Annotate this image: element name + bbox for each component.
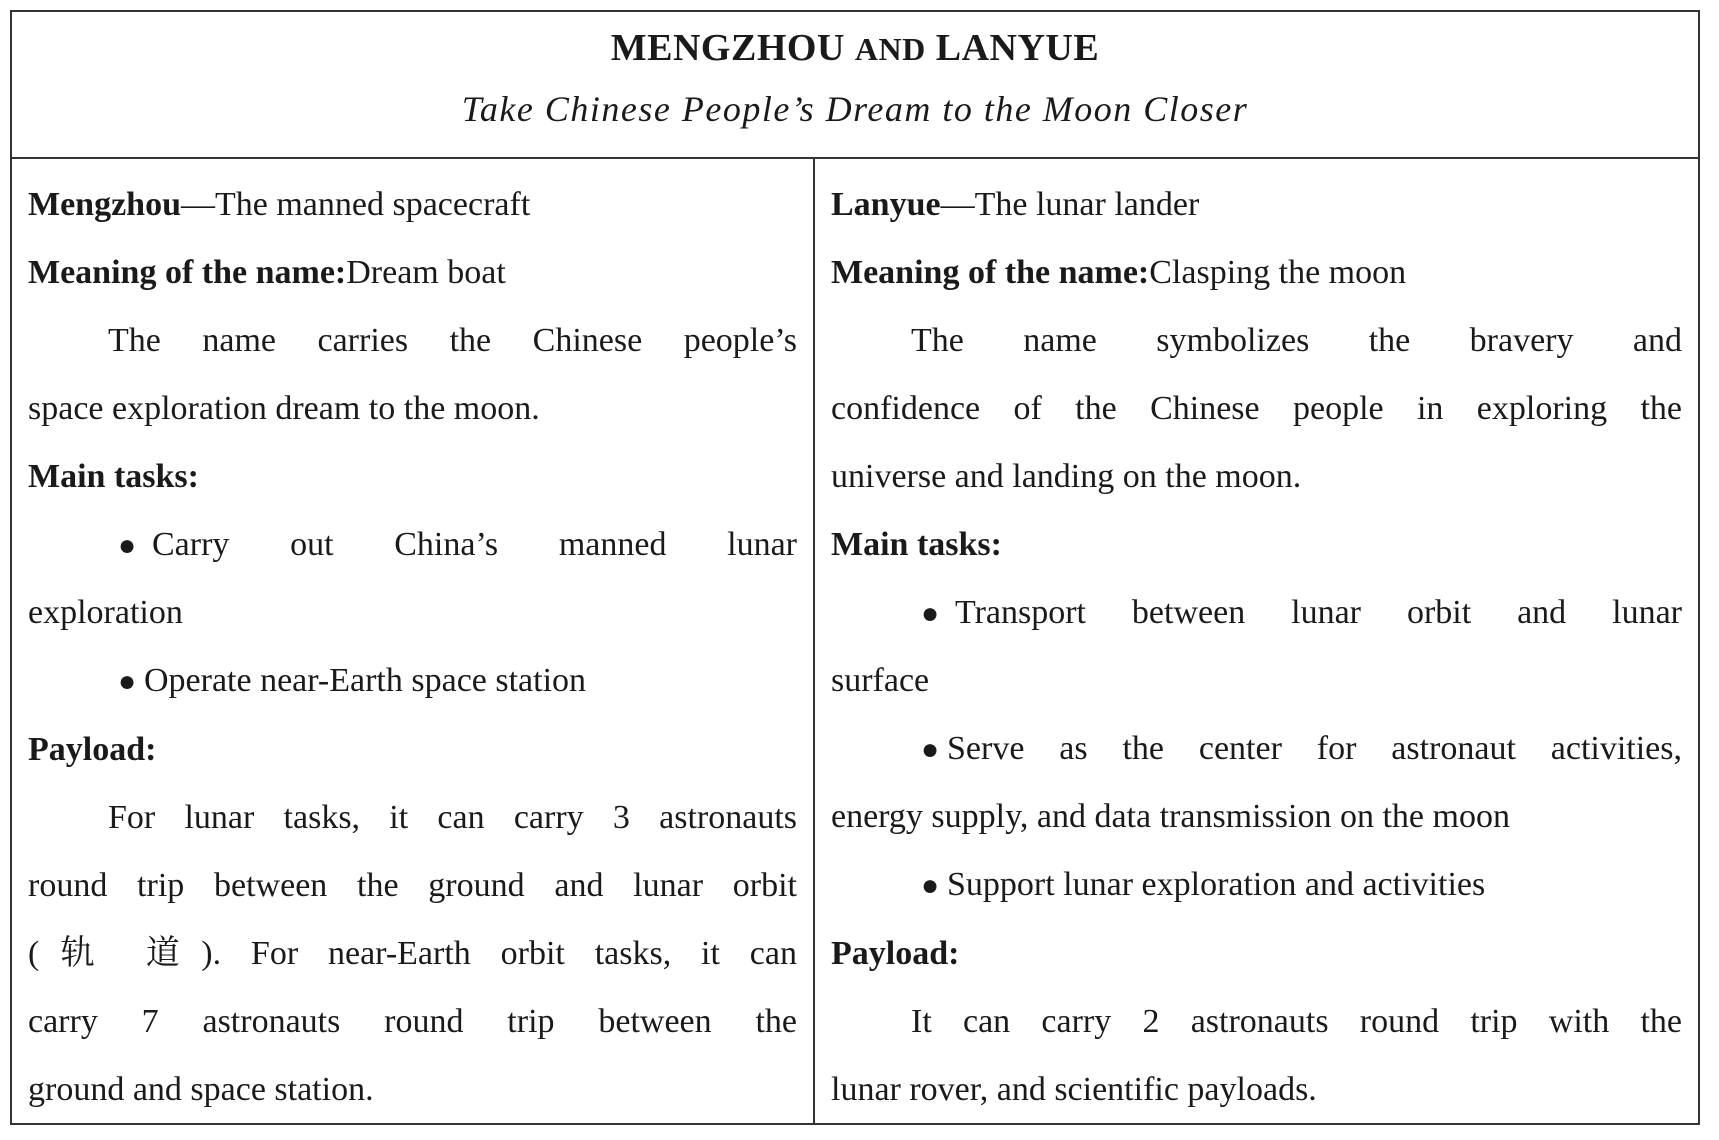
bullet-icon: ● — [118, 665, 137, 698]
mengzhou-payload-line: carry 7 astronauts round trip between the — [28, 1003, 797, 1040]
mengzhou-payload-label: Payload: — [28, 731, 157, 768]
mengzhou-para-line: space exploration dream to the moon. — [28, 390, 540, 427]
lanyue-task-continuation: surface — [831, 662, 930, 699]
mengzhou-column — [12, 159, 815, 1123]
mengzhou-payload-line: round trip between the ground and lunar orbit — [28, 867, 797, 904]
mengzhou-task-continuation: exploration — [28, 594, 183, 631]
lanyue-tasks-label: Main tasks: — [831, 526, 1002, 563]
mengzhou-payload-line: ground and space station. — [28, 1071, 374, 1108]
mengzhou-heading — [28, 171, 797, 239]
lanyue-meaning-value: Clasping the moon — [1149, 254, 1407, 291]
lanyue-desc: —The lunar lander — [940, 186, 1200, 223]
lanyue-payload-label: Payload: — [831, 935, 960, 972]
mengzhou-payload-line: (轨 道). For near-Earth orbit tasks, it can — [28, 935, 797, 972]
lanyue-task-item: ● Transport between lunar orbit and lunar — [831, 579, 1682, 647]
lanyue-payload-line: It can carry 2 astronauts round trip with the — [911, 1003, 1682, 1040]
lanyue-payload-line: lunar rover, and scientific payloads. — [831, 1071, 1317, 1108]
lanyue-para-line: universe and landing on the moon. — [831, 458, 1302, 495]
page-title: MENGZHOU AND LANYUE — [610, 27, 1100, 69]
mengzhou-meaning-value: Dream boat — [346, 254, 506, 291]
lanyue-task-item: ● Support lunar exploration and activities — [831, 851, 1682, 920]
lanyue-name: Lanyue — [831, 186, 941, 223]
bullet-icon: ● — [118, 529, 137, 562]
mengzhou-desc: —The manned spacecraft — [181, 186, 531, 223]
mengzhou-task-item: ● Operate near-Earth space station — [28, 647, 797, 716]
lanyue-column — [815, 159, 1698, 1123]
table-body — [12, 159, 1698, 1123]
lanyue-meaning: Meaning of the name:Clasping the moon — [831, 254, 1407, 291]
lanyue-para-line: confidence of the Chinese people in exploring the — [831, 390, 1682, 427]
bullet-icon: ● — [921, 869, 940, 902]
lanyue-task-item: ● Serve as the center for astronaut activities, — [831, 715, 1682, 783]
lanyue-heading — [831, 171, 1682, 239]
mengzhou-task-item: ● Carry out China’s manned lunar — [28, 511, 797, 579]
table-header — [12, 12, 1698, 159]
mengzhou-para-line: The name carries the Chinese people’s — [108, 322, 797, 359]
mengzhou-tasks-label: Main tasks: — [28, 458, 199, 495]
mengzhou-meaning: Meaning of the name:Dream boat — [28, 254, 506, 291]
bullet-icon: ● — [921, 733, 940, 766]
page-subtitle: Take Chinese People’s Dream to the Moon Closer — [461, 88, 1249, 129]
lanyue-task-continuation: energy supply, and data transmission on the moon — [831, 798, 1510, 835]
lanyue-para-line: The name symbolizes the bravery and — [911, 322, 1682, 359]
info-table — [10, 10, 1700, 1125]
mengzhou-name: Mengzhou — [28, 186, 181, 223]
bullet-icon: ● — [921, 597, 940, 630]
mengzhou-payload-line: For lunar tasks, it can carry 3 astronauts — [108, 799, 797, 836]
